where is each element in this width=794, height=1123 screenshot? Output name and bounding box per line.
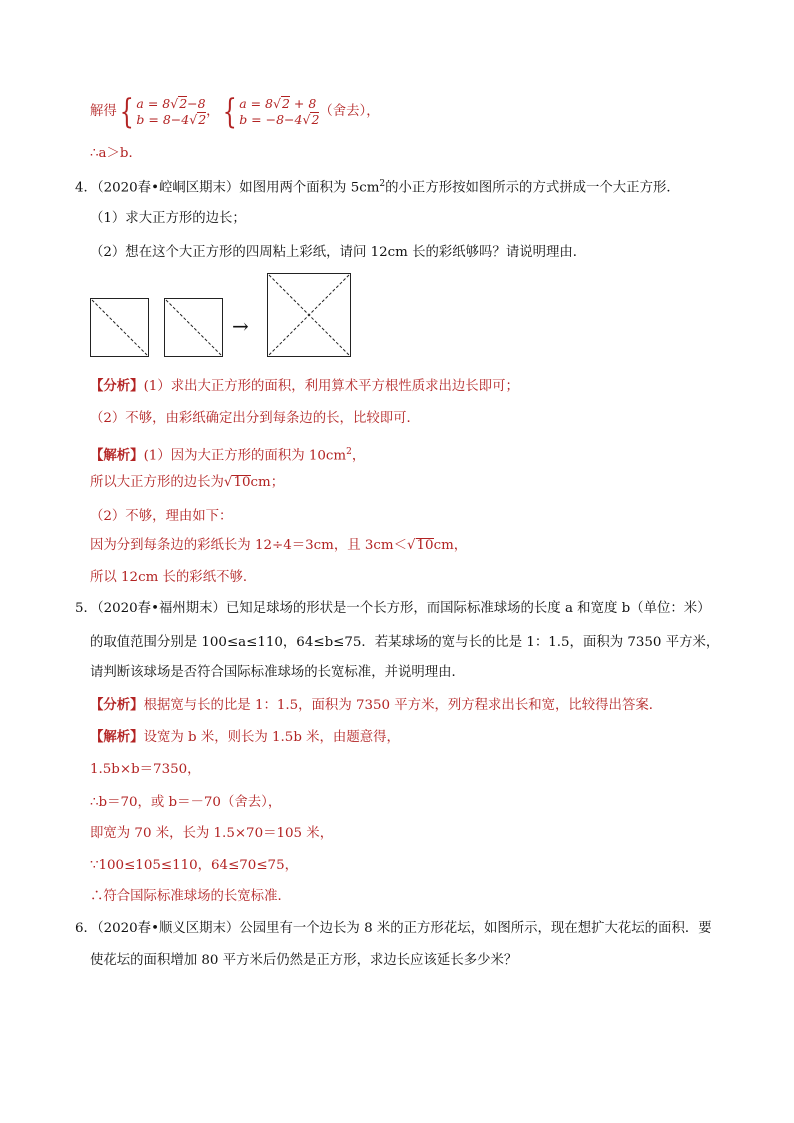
small-square-2 [164,298,223,357]
sys1-a-tail: −8 [187,96,206,111]
arrow-symbol: → [232,314,249,338]
analysis-tag: 【分析】 [90,697,144,713]
q4-title [75,175,680,197]
brace-symbol: { [222,92,237,132]
q5-title-1: 5．（2020春•福州期末）已知足球场的形状是一个长方形，而国际标准球场的长度 a 和宽度 b（单位：米） [75,601,711,616]
q4-title-tail: 的小正方形按如图所示的方式拼成一个大正方形． [385,180,680,196]
sys2-a-tail: + 8 [289,96,317,111]
radical-sign: √ [406,538,416,553]
q5-solution-1-text: 设宽为 b 米，则长为 1.5b 米，由题意得， [143,730,400,745]
solution-prefix: 解得 [90,104,117,119]
sys1-a: a = 8 [136,96,171,111]
q5-solution-3: ∴b＝70，或 b＝－70（舍去）， [90,795,282,810]
q6-title-1: 6．（2020春•顺义区期末）公园里有一个边长为 8 米的正方形花坛，如图所示，现在想扩大花坛的面积．要 [75,921,712,936]
radical-sign: √ [223,475,233,490]
q5-solution-5: ∵100≤105≤110，64≤70≤75， [90,858,298,873]
q5-analysis [90,696,662,715]
q4-solution-1 [90,443,365,465]
solution-tag: 【解析】 [90,729,144,745]
q4-solution-4-radicand: 10 [416,538,434,553]
q5-solution-1 [90,728,400,747]
radical-sign: √ [170,96,179,111]
q5-solution-6: ∴符合国际标准球场的长宽标准． [90,889,291,904]
q5-solution-4: 即宽为 70 米，长为 1.5×70＝105 米， [90,826,334,841]
q5-title-3: 请判断该球场是否符合国际标准球场的长宽标准，并说明理由． [90,665,465,680]
q4-solution-2 [90,474,284,492]
analysis-tag: 【分析】 [90,378,144,394]
small-square-2-diagonal [164,298,223,357]
brace-symbol: { [119,92,134,132]
sys2-a: a = 8 [239,96,274,111]
q4-solution-1-sup: 2 [346,447,352,457]
small-square-1-diagonal [90,298,149,357]
q5-solution-2: 1.5b×b＝7350， [90,762,201,777]
solution-tag: 【解析】 [90,447,144,464]
q4-solution-3: （2）不够，理由如下： [90,509,233,524]
q5-analysis-text: 根据宽与长的比是 1：1.5，面积为 7350 平方米，列方程求出长和宽，比较得出答案． [143,698,663,713]
small-square-1 [90,298,149,357]
big-square [267,273,351,357]
q6-title-2: 使花坛的面积增加 80 平方米后仍然是正方形，求边长应该延长多少米？ [90,953,518,968]
q4-solution-4 [90,537,467,555]
q5-title-2: 的取值范围分别是 100≤a≤110，64≤b≤75．若某球场的宽与长的比是 1：1.5，面积为 7350 平方米， [90,635,720,650]
sys1-b: b = 8−4 [136,112,190,127]
sys1-a-radicand: 2 [179,96,188,111]
sys2-b-radicand: 2 [311,112,320,127]
conclusion-a-gt-b: ∴a＞b． [90,146,142,161]
solution-suffix: （舍去）， [319,104,380,119]
separator: ， [206,104,220,119]
sys1-b-radicand: 2 [198,112,207,127]
sys2-b: b = −8−4 [239,112,303,127]
q4-solution-1-text: (1）因为大正方形的面积为 10cm [143,448,347,464]
radical-sign: √ [302,112,311,127]
q4-part1: （1）求大正方形的边长； [90,211,246,226]
q4-solution-1-tail: ， [351,448,366,464]
radical-sign: √ [273,96,281,111]
q4-analysis-1-text: (1）求出大正方形的面积，利用算术平方根性质求出边长即可； [143,379,519,394]
q4-analysis-1 [90,377,519,396]
q4-solution-2-text: 所以大正方形的边长为 [90,475,224,490]
q4-title-text: 4．（2020春•崆峒区期末）如图用两个面积为 5cm [75,180,380,196]
q4-solution-2-radicand: 10 [233,475,251,490]
system-1 [136,96,206,128]
big-square-diagonals [267,273,351,357]
q4-solution-4-tail: cm， [433,538,468,553]
q4-solution-4-text: 因为分到每条边的彩纸长为 12÷4＝3cm，且 3cm＜ [90,538,407,553]
sys2-a-radicand: 2 [281,96,290,111]
system-2 [239,96,319,128]
q4-title-sup: 2 [379,179,386,189]
solution-systems-line [90,92,380,132]
q4-solution-5: 所以 12cm 长的彩纸不够． [90,570,257,585]
q4-analysis-2: （2）不够，由彩纸确定出分到每条边的长，比较即可． [90,411,420,426]
radical-sign: √ [189,112,198,127]
q4-solution-2-tail: cm； [250,475,285,490]
q4-part2: （2）想在这个大正方形的四周粘上彩纸，请问 12cm 长的彩纸够吗？请说明理由． [90,245,587,260]
